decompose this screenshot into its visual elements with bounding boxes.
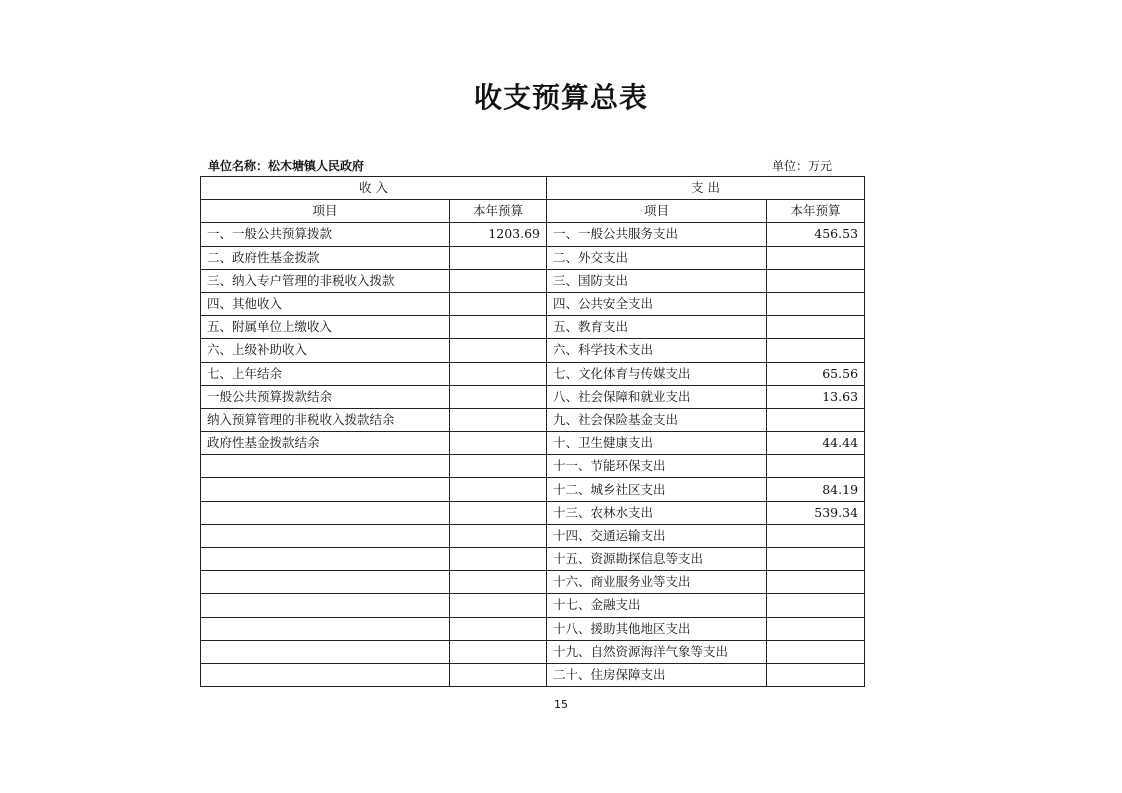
expense-budget-cell: 65.56 [767,362,865,385]
income-item-cell [201,501,450,524]
expense-budget-cell [767,548,865,571]
income-item-cell: 六、上级补助收入 [201,339,450,362]
income-item-cell: 政府性基金拨款结余 [201,432,450,455]
income-item-cell: 五、附属单位上缴收入 [201,316,450,339]
currency-unit: 单位：万元 [772,159,833,173]
expense-budget-cell [767,408,865,431]
table-row [201,548,865,571]
expense-budget-header: 本年预算 [767,200,865,223]
income-budget-cell [450,385,547,408]
expense-budget-cell: 13.63 [767,385,865,408]
table-row [201,246,865,269]
income-budget-cell [450,501,547,524]
expense-budget-cell [767,524,865,547]
expense-item-cell: 十、卫生健康支出 [547,432,767,455]
table-row [201,432,865,455]
expense-budget-cell: 539.34 [767,501,865,524]
income-budget-cell [450,408,547,431]
expense-budget-cell [767,455,865,478]
expense-budget-cell [767,246,865,269]
table-row [201,223,865,246]
income-item-cell: 七、上年结余 [201,362,450,385]
expense-item-cell: 二、外交支出 [547,246,767,269]
income-item-cell [201,571,450,594]
table-row [201,385,865,408]
expense-section-header: 支 出 [547,177,865,200]
expense-item-cell: 九、社会保险基金支出 [547,408,767,431]
expense-budget-cell: 84.19 [767,478,865,501]
income-item-header: 项目 [201,200,450,223]
table-row [201,269,865,292]
budget-table [200,176,865,687]
income-budget-cell [450,571,547,594]
income-item-cell [201,617,450,640]
expense-item-cell: 八、社会保障和就业支出 [547,385,767,408]
income-budget-cell [450,594,547,617]
column-header-row [201,200,865,223]
table-row [201,663,865,686]
expense-item-cell: 十一、节能环保支出 [547,455,767,478]
expense-item-cell: 十五、资源勘探信息等支出 [547,548,767,571]
expense-budget-cell: 44.44 [767,432,865,455]
income-item-cell: 三、纳入专户管理的非税收入拨款 [201,269,450,292]
income-section-header: 收 入 [201,177,547,200]
table-row [201,501,865,524]
expense-budget-cell [767,269,865,292]
income-item-cell: 一般公共预算拨款结余 [201,385,450,408]
expense-budget-cell [767,640,865,663]
table-row [201,362,865,385]
expense-item-cell: 三、国防支出 [547,269,767,292]
income-budget-cell [450,246,547,269]
expense-item-cell: 一、一般公共服务支出 [547,223,767,246]
income-budget-cell [450,432,547,455]
table-row [201,339,865,362]
income-budget-cell [450,617,547,640]
expense-item-cell: 十八、援助其他地区支出 [547,617,767,640]
section-header-row [201,177,865,200]
expense-budget-cell [767,663,865,686]
expense-budget-cell: 456.53 [767,223,865,246]
table-row [201,478,865,501]
income-item-cell [201,640,450,663]
expense-item-cell: 二十、住房保障支出 [547,663,767,686]
income-budget-header: 本年预算 [450,200,547,223]
expense-budget-cell [767,571,865,594]
income-budget-cell [450,292,547,315]
income-budget-cell [450,548,547,571]
table-row [201,617,865,640]
table-row [201,292,865,315]
table-row [201,571,865,594]
income-item-cell: 一、一般公共预算拨款 [201,223,450,246]
income-item-cell [201,548,450,571]
table-row [201,594,865,617]
income-budget-cell [450,316,547,339]
expense-item-cell: 七、文化体育与传媒支出 [547,362,767,385]
table-row [201,316,865,339]
income-item-cell: 二、政府性基金拨款 [201,246,450,269]
expense-item-header: 项目 [547,200,767,223]
income-budget-cell [450,362,547,385]
expense-budget-cell [767,292,865,315]
income-budget-cell [450,339,547,362]
expense-item-cell: 十七、金融支出 [547,594,767,617]
table-row [201,524,865,547]
budget-table-body [201,177,865,687]
page-number: 15 [554,698,568,711]
expense-item-cell: 十四、交通运输支出 [547,524,767,547]
expense-budget-cell [767,316,865,339]
income-item-cell [201,455,450,478]
income-budget-cell [450,478,547,501]
unit-name: 单位名称：松木塘镇人民政府 [208,159,365,173]
income-item-cell: 四、其他收入 [201,292,450,315]
income-budget-cell [450,663,547,686]
income-budget-cell: 1203.69 [450,223,547,246]
income-budget-cell [450,455,547,478]
expense-item-cell: 十六、商业服务业等支出 [547,571,767,594]
expense-item-cell: 十九、自然资源海洋气象等支出 [547,640,767,663]
expense-budget-cell [767,594,865,617]
income-item-cell [201,663,450,686]
expense-item-cell: 五、教育支出 [547,316,767,339]
income-item-cell: 纳入预算管理的非税收入拨款结余 [201,408,450,431]
income-item-cell [201,524,450,547]
page-title: 收支预算总表 [473,81,648,114]
expense-item-cell: 六、科学技术支出 [547,339,767,362]
expense-budget-cell [767,617,865,640]
expense-item-cell: 十三、农林水支出 [547,501,767,524]
table-row [201,455,865,478]
income-item-cell [201,478,450,501]
expense-item-cell: 四、公共安全支出 [547,292,767,315]
table-row [201,408,865,431]
income-budget-cell [450,269,547,292]
income-budget-cell [450,524,547,547]
income-item-cell [201,594,450,617]
expense-budget-cell [767,339,865,362]
table-row [201,640,865,663]
expense-item-cell: 十二、城乡社区支出 [547,478,767,501]
income-budget-cell [450,640,547,663]
